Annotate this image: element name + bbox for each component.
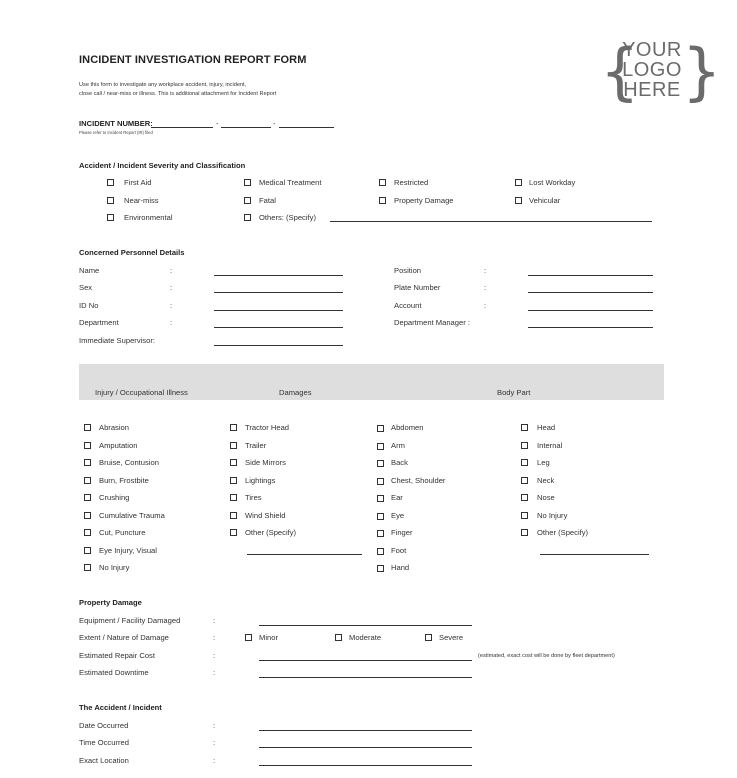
- nose-checkbox[interactable]: [521, 494, 528, 501]
- no-injury-label: No Injury: [99, 563, 130, 572]
- repair-cost-note: (estimated, exact cost will be done by fleet department): [478, 653, 615, 659]
- incident-number-sep-1: -: [216, 119, 219, 128]
- severity-heading: Accident / Incident Severity and Classification: [79, 161, 246, 170]
- date-occurred-field[interactable]: [259, 730, 472, 731]
- position-colon: :: [484, 266, 487, 275]
- account-colon: :: [484, 301, 487, 310]
- incident-number-field-1[interactable]: [151, 127, 213, 128]
- extent-damage-colon: :: [213, 633, 216, 642]
- internal-label: Internal: [537, 441, 563, 450]
- tractor-head-checkbox[interactable]: [230, 424, 237, 431]
- downtime-colon: :: [213, 668, 216, 677]
- logo-line-1: YOUR: [622, 39, 682, 61]
- bruise-contusion-checkbox[interactable]: [84, 459, 91, 466]
- side-mirrors-checkbox[interactable]: [230, 459, 237, 466]
- plate-number-label: Plate Number: [394, 283, 441, 292]
- logo-brace-open: {: [600, 35, 640, 108]
- time-occurred-label: Time Occurred: [79, 738, 129, 747]
- neck-checkbox[interactable]: [521, 477, 528, 484]
- tires-checkbox[interactable]: [230, 494, 237, 501]
- property-damage-heading: Property Damage: [79, 598, 142, 607]
- amputation-checkbox[interactable]: [84, 442, 91, 449]
- id-no-label: ID No: [79, 301, 99, 310]
- lightings-label: Lightings: [245, 476, 276, 485]
- sex-label: Sex: [79, 283, 93, 292]
- damages-other-field[interactable]: [247, 554, 362, 555]
- incident-number-label: INCIDENT NUMBER:: [79, 119, 153, 128]
- environmental-label: Environmental: [124, 213, 173, 222]
- near-miss-label: Near-miss: [124, 196, 159, 205]
- position-field[interactable]: [528, 275, 653, 276]
- time-occurred-colon: :: [213, 738, 216, 747]
- body-part-column-header: Body Part: [497, 388, 531, 397]
- downtime-label: Estimated Downtime: [79, 668, 149, 677]
- burn-frostbite-label: Burn, Frostbite: [99, 476, 149, 485]
- abrasion-label: Abrasion: [99, 423, 129, 432]
- page-title: INCIDENT INVESTIGATION REPORT FORM: [79, 54, 307, 66]
- bruise-contusion-label: Bruise, Contusion: [99, 458, 159, 467]
- arm-label: Arm: [391, 441, 405, 450]
- account-label: Account: [394, 301, 422, 310]
- lost-workday-label: Lost Workday: [529, 178, 576, 187]
- moderate-label: Moderate: [349, 633, 382, 642]
- leg-checkbox[interactable]: [521, 459, 528, 466]
- wind-shield-checkbox[interactable]: [230, 512, 237, 519]
- head-checkbox[interactable]: [521, 424, 528, 431]
- repair-cost-colon: :: [213, 651, 216, 660]
- cumulative-trauma-label: Cumulative Trauma: [99, 511, 165, 520]
- finger-checkbox[interactable]: [377, 530, 384, 537]
- side-mirrors-label: Side Mirrors: [245, 458, 286, 467]
- repair-cost-label: Estimated Repair Cost: [79, 651, 155, 660]
- incident-number-field-2[interactable]: [221, 127, 271, 128]
- plate-number-colon: :: [484, 283, 487, 292]
- downtime-field[interactable]: [259, 677, 472, 678]
- supervisor-field[interactable]: [214, 345, 343, 346]
- medical-treatment-label: Medical Treatment: [259, 178, 322, 187]
- foot-checkbox[interactable]: [377, 548, 384, 555]
- eye-injury-visual-label: Eye Injury, Visual: [99, 546, 157, 555]
- logo-line-2: LOGO: [622, 59, 682, 81]
- cut-puncture-checkbox[interactable]: [84, 529, 91, 536]
- no-injury-checkbox[interactable]: [84, 564, 91, 571]
- repair-cost-field[interactable]: [259, 660, 472, 661]
- body-other-label: Other (Specify): [537, 528, 589, 537]
- trailer-label: Trailer: [245, 441, 267, 450]
- logo-brace-close: }: [682, 35, 722, 108]
- abdomen-label: Abdomen: [391, 423, 424, 432]
- burn-frostbite-checkbox[interactable]: [84, 477, 91, 484]
- logo-line-3: HERE: [623, 79, 681, 101]
- arm-checkbox[interactable]: [377, 443, 384, 450]
- damages-other-label: Other (Specify): [245, 528, 297, 537]
- body-no-injury-checkbox[interactable]: [521, 512, 528, 519]
- environmental-checkbox[interactable]: [107, 214, 114, 221]
- name-field[interactable]: [214, 275, 343, 276]
- foot-label: Foot: [391, 546, 407, 555]
- medical-treatment-checkbox[interactable]: [244, 179, 251, 186]
- injury-column-header: Injury / Occupational Illness: [95, 388, 188, 397]
- intro-line-1: Use this form to investigate any workplace accident, injury, incident,: [79, 82, 247, 88]
- time-occurred-field[interactable]: [259, 747, 472, 748]
- logo-placeholder: [600, 35, 722, 108]
- fatal-checkbox[interactable]: [244, 197, 251, 204]
- back-checkbox[interactable]: [377, 460, 384, 467]
- wind-shield-label: Wind Shield: [245, 511, 286, 520]
- extent-damage-label: Extent / Nature of Damage: [79, 633, 169, 642]
- minor-label: Minor: [259, 633, 278, 642]
- name-label: Name: [79, 266, 100, 275]
- exact-location-field[interactable]: [259, 765, 472, 766]
- eye-checkbox[interactable]: [377, 513, 384, 520]
- chest-shoulder-checkbox[interactable]: [377, 478, 384, 485]
- date-occurred-label: Date Occurred: [79, 721, 129, 730]
- cut-puncture-label: Cut, Puncture: [99, 528, 146, 537]
- near-miss-checkbox[interactable]: [107, 197, 114, 204]
- others-specify-label: Others: (Specify): [259, 213, 316, 222]
- name-colon: :: [170, 266, 173, 275]
- vehicular-label: Vehicular: [529, 196, 561, 205]
- department-manager-label: Department Manager :: [394, 318, 470, 327]
- property-damage-label: Property Damage: [394, 196, 454, 205]
- accident-heading: The Accident / Incident: [79, 703, 162, 712]
- moderate-checkbox[interactable]: [335, 634, 342, 641]
- head-label: Head: [537, 423, 556, 432]
- exact-location-label: Exact Location: [79, 756, 129, 765]
- restricted-label: Restricted: [394, 178, 429, 187]
- others-specify-checkbox[interactable]: [244, 214, 251, 221]
- chest-shoulder-label: Chest, Shoulder: [391, 476, 446, 485]
- body-other-checkbox[interactable]: [521, 529, 528, 536]
- crushing-label: Crushing: [99, 493, 130, 502]
- tractor-head-label: Tractor Head: [245, 423, 290, 432]
- hand-label: Hand: [391, 563, 410, 572]
- leg-label: Leg: [537, 458, 550, 467]
- tires-label: Tires: [245, 493, 262, 502]
- vehicular-checkbox[interactable]: [515, 197, 522, 204]
- lost-workday-checkbox[interactable]: [515, 179, 522, 186]
- personnel-heading: Concerned Personnel Details: [79, 248, 185, 257]
- sex-colon: :: [170, 283, 173, 292]
- position-label: Position: [394, 266, 422, 275]
- abrasion-checkbox[interactable]: [84, 424, 91, 431]
- crushing-checkbox[interactable]: [84, 494, 91, 501]
- department-label: Department: [79, 318, 119, 327]
- intro-line-2: close call / near-miss or illness. This is additional attachment for Incident Report: [79, 91, 277, 97]
- supervisor-label: Immediate Supervisor:: [79, 336, 155, 345]
- fatal-label: Fatal: [259, 196, 276, 205]
- cumulative-trauma-checkbox[interactable]: [84, 512, 91, 519]
- ear-label: Ear: [391, 493, 403, 502]
- department-field[interactable]: [214, 327, 343, 328]
- body-other-field[interactable]: [540, 554, 649, 555]
- property-damage-checkbox[interactable]: [379, 197, 386, 204]
- neck-label: Neck: [537, 476, 555, 485]
- trailer-checkbox[interactable]: [230, 442, 237, 449]
- plate-number-field[interactable]: [528, 292, 653, 293]
- abdomen-checkbox[interactable]: [377, 425, 384, 432]
- incident-number-sep-2: -: [273, 119, 276, 128]
- first-aid-label: First Aid: [124, 178, 152, 187]
- body-no-injury-label: No Injury: [537, 511, 568, 520]
- severe-label: Severe: [439, 633, 464, 642]
- nose-label: Nose: [537, 493, 555, 502]
- incident-number-note: Please refer to Incident Report (IR) filed: [79, 130, 153, 135]
- equipment-damaged-field[interactable]: [259, 625, 472, 626]
- department-colon: :: [170, 318, 173, 327]
- exact-location-colon: :: [213, 756, 216, 765]
- date-occurred-colon: :: [213, 721, 216, 730]
- lightings-checkbox[interactable]: [230, 477, 237, 484]
- department-manager-field[interactable]: [528, 327, 653, 328]
- finger-label: Finger: [391, 528, 413, 537]
- damages-other-checkbox[interactable]: [230, 529, 237, 536]
- incident-number-field-3[interactable]: [279, 127, 334, 128]
- restricted-checkbox[interactable]: [379, 179, 386, 186]
- sex-field[interactable]: [214, 292, 343, 293]
- ear-checkbox[interactable]: [377, 495, 384, 502]
- internal-checkbox[interactable]: [521, 442, 528, 449]
- minor-checkbox[interactable]: [245, 634, 252, 641]
- equipment-damaged-colon: :: [213, 616, 216, 625]
- others-specify-field[interactable]: [330, 221, 652, 222]
- id-no-field[interactable]: [214, 310, 343, 311]
- eye-label: Eye: [391, 511, 405, 520]
- first-aid-checkbox[interactable]: [107, 179, 114, 186]
- back-label: Back: [391, 458, 408, 467]
- hand-checkbox[interactable]: [377, 565, 384, 572]
- severe-checkbox[interactable]: [425, 634, 432, 641]
- amputation-label: Amputation: [99, 441, 138, 450]
- damages-column-header: Damages: [279, 388, 312, 397]
- eye-injury-visual-checkbox[interactable]: [84, 547, 91, 554]
- equipment-damaged-label: Equipment / Facility Damaged: [79, 616, 181, 625]
- id-no-colon: :: [170, 301, 173, 310]
- account-field[interactable]: [528, 310, 653, 311]
